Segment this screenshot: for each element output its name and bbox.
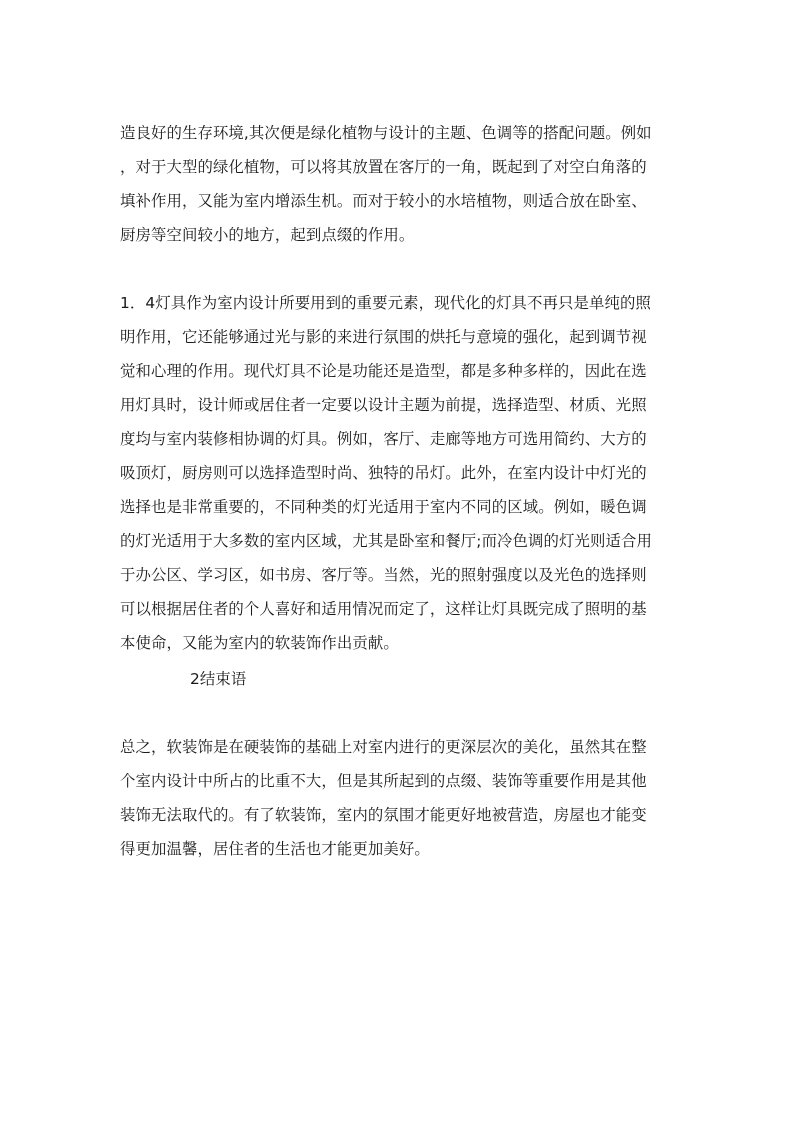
paragraph-line: 填补作用，又能为室内增添生机。而对于较小的水培植物，则适合放在卧室、 [120, 192, 647, 210]
section-heading: 2结束语 [190, 670, 247, 688]
paragraph-line: 1．4灯具作为室内设计所要用到的重要元素，现代化的灯具不再只是单纯的照 [120, 294, 651, 312]
paragraph-line: 度均与室内装修相协调的灯具。例如，客厅、走廊等地方可选用简约、大方的 [120, 430, 647, 448]
paragraph-line: 明作用，它还能够通过光与影的来进行氛围的烘托与意境的强化，起到调节视 [120, 328, 647, 346]
paragraph-line: 吸顶灯，厨房则可以选择造型时尚、独特的吊灯。此外，在室内设计中灯光的 [120, 464, 647, 482]
paragraph-line: 造良好的生存环境,其次便是绿化植物与设计的主题、色调等的搭配问题。例如 [120, 124, 652, 142]
paragraph-line: 得更加温馨，居住者的生活也才能更加美好。 [120, 840, 430, 858]
paragraph-line: 个室内设计中所占的比重不大，但是其所起到的点缀、装饰等重要作用是其他 [120, 772, 647, 790]
paragraph-line: 总之，软装饰是在硬装饰的基础上对室内进行的更深层次的美化，虽然其在整 [120, 738, 647, 756]
paragraph-line: 的灯光适用于大多数的室内区域，尤其是卧室和餐厅;而冷色调的灯光则适合用 [120, 532, 652, 550]
paragraph-line: 于办公区、学习区，如书房、客厅等。当然，光的照射强度以及光色的选择则 [120, 566, 647, 584]
paragraph-line: ，对于大型的绿化植物，可以将其放置在客厅的一角，既起到了对空白角落的 [120, 158, 647, 176]
paragraph-line: 觉和心理的作用。现代灯具不论是功能还是造型，都是多种多样的，因此在选 [120, 362, 647, 380]
paragraph-line: 装饰无法取代的。有了软装饰，室内的氛围才能更好地被营造，房屋也才能变 [120, 806, 647, 824]
paragraph-line: 用灯具时，设计师或居住者一定要以设计主题为前提，选择造型、材质、光照 [120, 396, 647, 414]
paragraph-line: 本使命，又能为室内的软装饰作出贡献。 [120, 634, 399, 652]
paragraph-line: 厨房等空间较小的地方，起到点缀的作用。 [120, 226, 415, 244]
paragraph-line: 可以根据居住者的个人喜好和适用情况而定了，这样让灯具既完成了照明的基 [120, 600, 647, 618]
paragraph-line: 选择也是非常重要的，不同种类的灯光适用于室内不同的区域。例如，暖色调 [120, 498, 647, 516]
